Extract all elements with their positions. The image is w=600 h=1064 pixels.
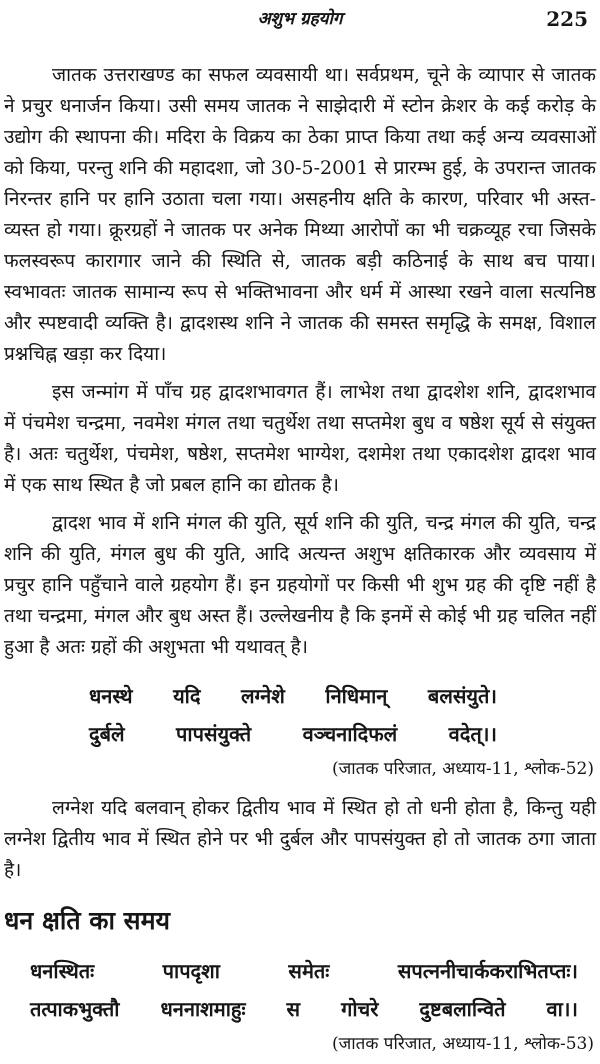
running-title: अशुभ ग्रहयोग [257, 9, 343, 29]
page-header [4, 6, 596, 32]
verse-1-line-1: धनस्थे यदि लग्नेशे निधिमान् बलसंयुते। [89, 684, 497, 708]
verse-2-line-2: तत्पाकभुक्तौ धननाशमाहुः स गोचरे दुष्टबलान्विते वा।। [30, 997, 578, 1021]
verse-2-citation: (जातक परिजात, अध्याय-11, श्लोक-53) [331, 1034, 594, 1054]
verse-1-citation: (जातक परिजात, अध्याय-11, श्लोक-52) [331, 759, 594, 779]
sanskrit-verse-2 [30, 952, 578, 1028]
paragraph-4: लग्नेश यदि बलवान् होकर द्वितीय भाव में स्थित हो तो धनी होता है, किन्तु यही लग्नेश द्वितीय भाव में स्थित होने पर भी दुर्बल और पापसंयुक्त हो तो जातक ठगा जाता है। [4, 797, 596, 881]
page-number: 225 [546, 7, 588, 31]
verse-1-line-2: दुर्बले पापसंयुक्ते वञ्चनादिफलं वदेत्।। [89, 722, 497, 746]
section-heading: धन क्षति का समय [4, 906, 171, 935]
paragraph-3: द्वादश भाव में शनि मंगल की युति, सूर्य शनि की युति, चन्द्र मंगल की युति, चन्द्र शनि की युति, मंगल बुध की युति, आदि अत्यन्त अशुभ क्षतिकारक और व्यवसाय में प्रचुर हानि पहुँचाने वाले ग्रहयोग हैं। इन ग्रहयोगों पर किसी भी शुभ ग्रह की दृष्टि नहीं है तथा चन्द्रमा, मंगल और बुध अस्त हैं। उल्लेखनीय है कि इनमें से कोई भी ग्रह चलित नहीं हुआ है अतः ग्रहों की अशुभता भी यथावत् है। [4, 512, 596, 658]
paragraph-2: इस जन्मांग में पाँच ग्रह द्वादशभावगत हैं। लाभेश तथा द्वादशेश शनि, द्वादशभाव में पंचमेश चन्द्रमा, नवमेश मंगल तथा चतुर्थेश तथा सप्तमेश बुध व षष्ठेश सूर्य से संयुक्त है। अतः चतुर्थेश, पंचमेश, षष्ठेश, सप्तमेश भाग्येश, दशमेश तथा एकादशेश द्वादश भाव में एक साथ स्थित है जो प्रबल हानि का द्योतक है। [4, 381, 596, 496]
verse-2-line-1: धनस्थितः पापदृशा समेतः सपत्ननीचार्ककराभितप्तः। [30, 959, 578, 983]
paragraph-1: जातक उत्तराखण्ड का सफल व्यवसायी था। सर्वप्रथम, चूने के व्यापार से जातक ने प्रचुर धनार्जन किया। उसी समय जातक ने साझेदारी में स्टोन क्रेशर के कई करोड़ के उद्योग की स्थापना की। मदिरा के विक्रय का ठेका प्राप्त किया तथा कई अन्य व्यवसाओं को किया, परन्तु शनि की महादशा, जो 30-5-2001 से प्रारम्भ हुई, के उपरान्त जातक निरन्तर हानि पर हानि उठाता चला गया। असहनीय क्षति के कारण, परिवार भी अस्त-व्यस्त हो गया। क्रूरग्रहों ने जातक पर अनेक मिथ्या आरोपों का भी चक्रव्यूह रचा जिसके फलस्वरूप कारागार जाने की स्थिति से, जातक बड़ी कठिनाई के साथ बच पाया। स्वभावतः जातक सामान्य रूप से भक्तिभावना और धर्म में आस्था रखने वाला सत्यनिष्ठ और स्पष्टवादी व्यक्ति है। द्वादशस्थ शनि ने जातक की समस्त समृद्धि के समक्ष, विशाल प्रश्नचिह्न खड़ा कर दिया। [4, 64, 596, 365]
sanskrit-verse-1 [89, 677, 497, 753]
